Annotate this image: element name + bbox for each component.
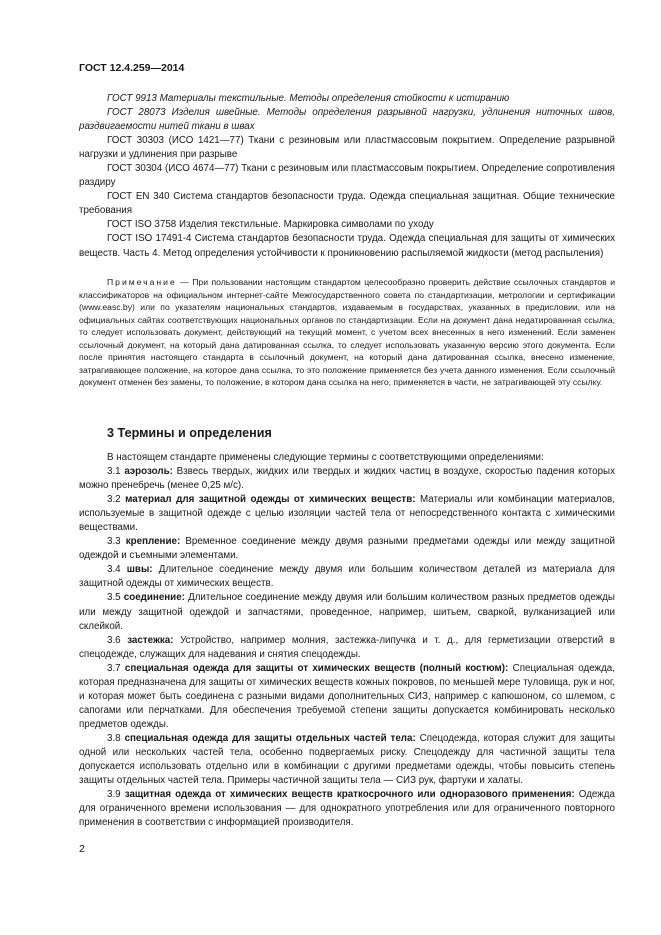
term-item: 3.3 крепление: Временное соединение между двумя разными предметами одежды или между защитной одеждой и съемными элементами. <box>79 536 615 562</box>
reference-item: ГОСТ 9913 Материалы текстильные. Методы определения стойкости к истиранию <box>107 93 510 104</box>
term-item: 3.2 материал для защитной одежды от химических веществ: Материалы или комбинации материалов, используемые в защитной одежде с целью изоляции частей тела от непосредственного контакта с химическими веществами. <box>79 494 615 534</box>
term-name: материал для защитной одежды от химических веществ: <box>125 494 416 506</box>
term-name: крепление: <box>125 536 181 548</box>
normative-references <box>79 92 615 261</box>
document-header: ГОСТ 12.4.259—2014 <box>79 62 185 74</box>
term-name: швы: <box>126 564 153 576</box>
term-item: 3.7 специальная одежда для защиты от химических веществ (полный костюм): Специальная одежда, которая предназначена для защиты от химических веществ кожных покровов, по меньшей мере туловища, рук и ног, и которая может быть соединена с разными видами дополнительных СИЗ, например с капюшоном, со шлемом, с сапогами или перчатками. Для обеспечения требуемой степени защиты допускается комбинировать несколько предметов одежды. <box>79 662 615 730</box>
reference-item: ГОСТ EN 340 Система стандартов безопасности труда. Одежда специальная защитная. Общие технические требования <box>79 191 615 217</box>
term-name: аэрозоль: <box>124 466 173 478</box>
term-name: защитная одежда от химических веществ краткосрочного или одноразового применения: <box>124 789 575 801</box>
note-text: — При пользовании настоящим стандартом целесообразно проверить действие ссылочных стандартов и классификаторов на официальном интернет-сайте Межгосударственного совета по стандартизации, метрологии и сертификации (www.easc.by) или по указателям национальных стандартов, издаваемым в государствах, указанных в предисловии, или на официальных сайтах соответствующих национальных органов по стандартизации. Если на документ дана недатированная ссылка, то следует использовать документ, действующий на текущий момент, с учетом всех внесенных в него изменений. Если заменен ссылочный документ, на который дана датированная ссылка, то следует использовать указанную версию этого документа. Если после принятия настоящего стандарта в ссылочный документ, на который дана датированная ссылка, внесено изменение, затрагивающее положение, на которое дана ссылка, то это положение применяется без учета данного изменения. Если ссылочный документ отменен без замены, то положение, в котором дана ссылка на него, применяется в части, не затрагивающей эту ссылку. <box>79 277 615 387</box>
section-intro: В настоящем стандарте применены следующие термины с соответствующими определениями: <box>107 452 544 463</box>
note-label: Примечание <box>107 277 177 287</box>
term-name: соединение: <box>123 592 185 604</box>
note-block <box>79 276 615 389</box>
term-item: 3.4 швы: Длительное соединение между двумя или большим количеством деталей из материала для защитной одежды от химических веществ. <box>79 564 615 590</box>
reference-item: ГОСТ ISO 3758 Изделия текстильные. Маркировка символами по уходу <box>107 219 434 231</box>
reference-item: ГОСТ 30303 (ИСО 1421—77) Ткани с резиновым или пластмассовым покрытием. Определение разрывной нагрузки и удлинения при разрыве <box>79 135 615 161</box>
reference-item: ГОСТ 30304 (ИСО 4674—77) Ткани с резиновым или пластмассовым покрытием. Определение сопротивления раздиру <box>79 163 615 189</box>
term-item: 3.6 застежка: Устройство, например молния, застежка-липучка и т. д., для герметизации отверстий в спецодежде, служащих для надевания и снятия спецодежды. <box>79 634 615 660</box>
term-item: 3.9 защитная одежда от химических веществ краткосрочного или одноразового применения: Одежда для ограниченного времени использования — для однократного употребления или для ограниченного повторного применения в соответствии с информацией производителя. <box>79 789 615 829</box>
term-item: 3.8 специальная одежда для защиты отдельных частей тела: Спецодежда, которая служит для защиты одной или нескольких частей тела, особенно подвергаемых риску. Спецодежду для частичной защиты тела допускается использовать отдельно или в комбинации с другими предметами одежды, чтобы повысить степень защиты отдельных частей тела. Примеры частичной защиты тела — СИЗ рук, фартуки и халаты. <box>79 732 615 787</box>
section-title: 3 Термины и определения <box>107 426 272 440</box>
term-name: застежка: <box>127 634 174 646</box>
terms-list <box>79 451 615 830</box>
reference-item: ГОСТ ISO 17491-4 Система стандартов безопасности труда. Одежда специальная для защиты от химических веществ. Часть 4. Метод определения устойчивости к проникновению распыляемой жидкости (метод распыления) <box>79 233 615 259</box>
term-name: специальная одежда для защиты от химических веществ (полный костюм): <box>124 662 509 674</box>
reference-item: ГОСТ 28073 Изделия швейные. Методы определения разрывной нагрузки, удлинения ниточных швов, раздвигаемости нитей ткани в швах <box>79 107 615 133</box>
term-item: 3.1 аэрозоль: Взвесь твердых, жидких или твердых и жидких частиц в воздухе, скоростью падения которых можно пренебречь (менее 0,25 м/с). <box>79 466 615 492</box>
page-number: 2 <box>79 843 85 855</box>
term-name: специальная одежда для защиты отдельных частей тела: <box>124 732 416 744</box>
term-item: 3.5 соединение: Длительное соединение между двумя или большим количеством разных предметов одежды или между защитной одеждой и запчастями, проведенное, например, шитьем, сваркой, вулканизацией или склейкой. <box>79 592 615 632</box>
